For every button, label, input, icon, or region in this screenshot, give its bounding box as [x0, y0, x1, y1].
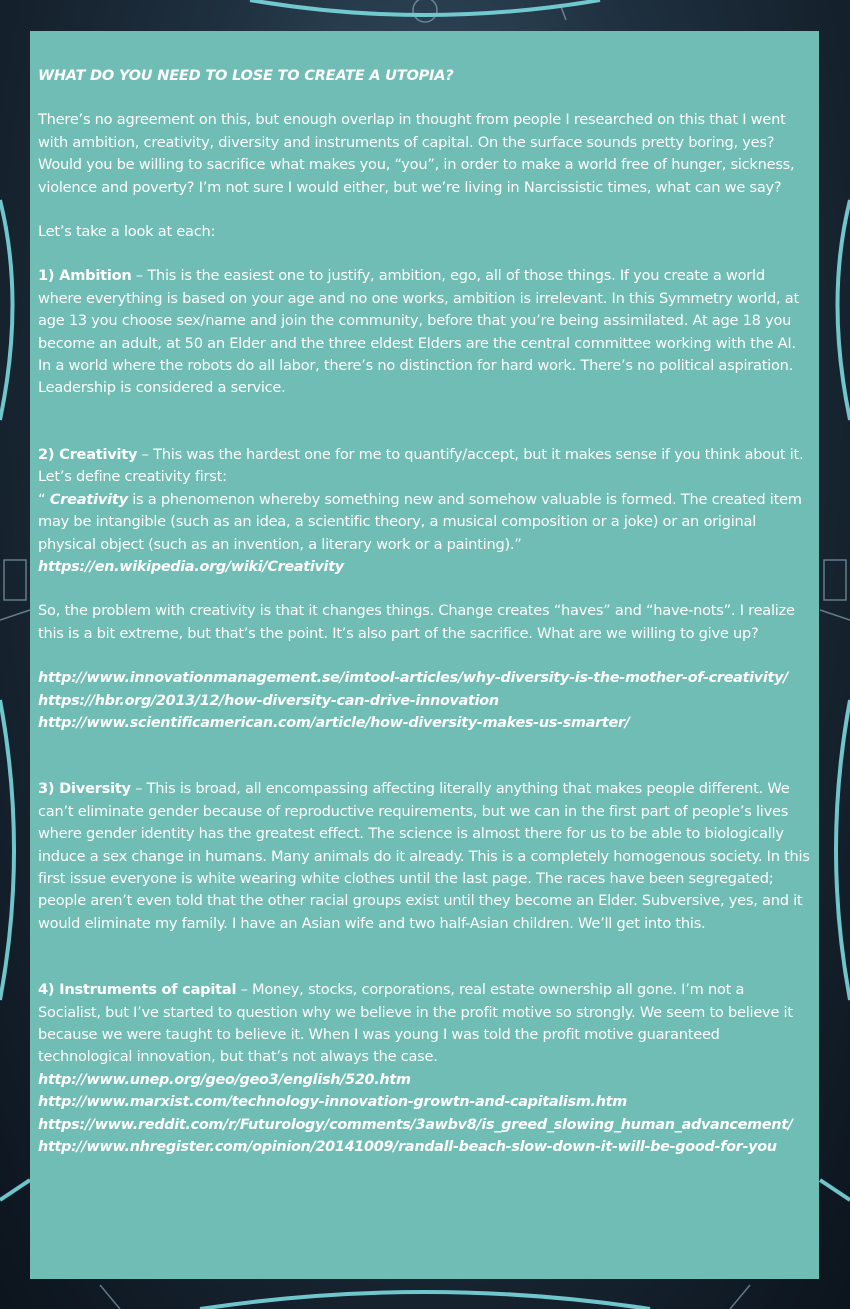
ambition-section [38, 265, 811, 399]
capital-heading: 4) Instruments of capital [38, 981, 237, 999]
diversity-text: – This is broad, all encompassing affecting literally anything that makes people different. We can’t eliminate gender because of reproductive requirements, but we can in the first part of people’s lives where gender identity has the greatest effect. The science is almost there for us to be able to biologically induce a sex change in humans. Many animals do it already. This is a completely homogenous society. In this first issue everyone is white wearing white clothes until the last page. The races have been segregated; people aren’t even told that the other racial groups exist until they become an Elder. Subversive, yes, and it would eliminate my family. I have an Asian wife and two half-Asian children. We’ll get into this. [38, 780, 810, 932]
lets-look-line: Let’s take a look at each: [38, 223, 216, 241]
capital-link[interactable]: http://www.marxist.com/technology-innovation-growtn-and-capitalism.htm [38, 1094, 627, 1111]
capital-text: – Money, stocks, corporations, real estate ownership all gone. I’m not a Socialist, but I’ve started to question why we believe in the profit motive so strongly. We seem to believe it because we were taught to believe it. When I was young I was told the profit motive guaranteed technological innovation, but that’s not always the case. [38, 981, 793, 1066]
capital-link[interactable]: http://www.unep.org/geo/geo3/english/520.htm [38, 1071, 411, 1088]
diversity-section [38, 778, 811, 935]
capital-link[interactable]: http://www.nhregister.com/opinion/20141009/randall-beach-slow-down-it-will-be-good-for-you [38, 1139, 777, 1156]
diversity-heading: 3) Diversity [38, 780, 131, 798]
ambition-heading: 1) Ambition [38, 267, 132, 285]
quote-text: is a phenomenon whereby something new and somehow valuable is formed. The created item may be intangible (such as an idea, a scientific theory, a musical composition or a joke) or an original physical object (such as an invention, a literary work or a painting).” [38, 490, 802, 553]
creativity-text: – This was the hardest one for me to quantify/accept, but it makes sense if you think about it. Let’s define creativity first: [38, 445, 804, 486]
creativity-link[interactable]: http://www.innovationmanagement.se/imtool-articles/why-diversity-is-the-mother-of-creativity/ [38, 670, 789, 687]
intro-paragraph: There’s no agreement on this, but enough overlap in thought from people I researched on this that I went with ambition, creativity, diversity and instruments of capital. On the surface sounds pretty boring, yes? Would you be willing to sacrifice what makes you, “you”, in order to make a world free of hunger, sickness, violence and poverty? I’m not sure I would either, but we’re living in Narcissistic times, what can we say? [38, 111, 795, 196]
creativity-followup: So, the problem with creativity is that it changes things. Change creates “haves” and “have-nots”. I realize this is a bit extreme, but that’s the point. It’s also part of the sacrifice. What are we willing to give up? [38, 602, 795, 642]
article-title: WHAT DO YOU NEED TO LOSE TO CREATE A UTOPIA? [38, 67, 454, 84]
creativity-heading: 2) Creativity [38, 445, 138, 463]
creativity-section [38, 444, 811, 489]
capital-section [38, 979, 811, 1069]
wikipedia-creativity-link[interactable]: https://en.wikipedia.org/wiki/Creativity [38, 558, 344, 575]
quote-term: Creativity [49, 490, 128, 508]
ambition-text: – This is the easiest one to justify, ambition, ego, all of those things. If you create a world where everything is based on your age and no one works, ambition is irrelevant. In this Symmetry world, at age 13 you choose sex/name and join the community, before that you’re being assimilated. At age 18 you become an adult, at 50 an Elder and the three eldest Elders are the central committee working with the AI. In a world where the robots do all labor, there’s no distinction for hard work. There’s no political aspiration. Leadership is considered a service. [38, 267, 799, 397]
creativity-link[interactable]: https://hbr.org/2013/12/how-diversity-can-drive-innovation [38, 692, 499, 709]
creativity-quote: “ Creativity is a phenomenon whereby something new and somehow valuable is formed. The created item may be intangible (such as an idea, a scientific theory, a musical composition or a joke) or an original physical object (such as an invention, a literary work or a painting).” [38, 490, 802, 553]
article-panel [30, 31, 819, 1279]
capital-link[interactable]: https://www.reddit.com/r/Futurology/comments/3awbv8/is_greed_slowing_human_advancement/ [38, 1116, 793, 1133]
creativity-link[interactable]: http://www.scientificamerican.com/article/how-diversity-makes-us-smarter/ [38, 714, 630, 731]
